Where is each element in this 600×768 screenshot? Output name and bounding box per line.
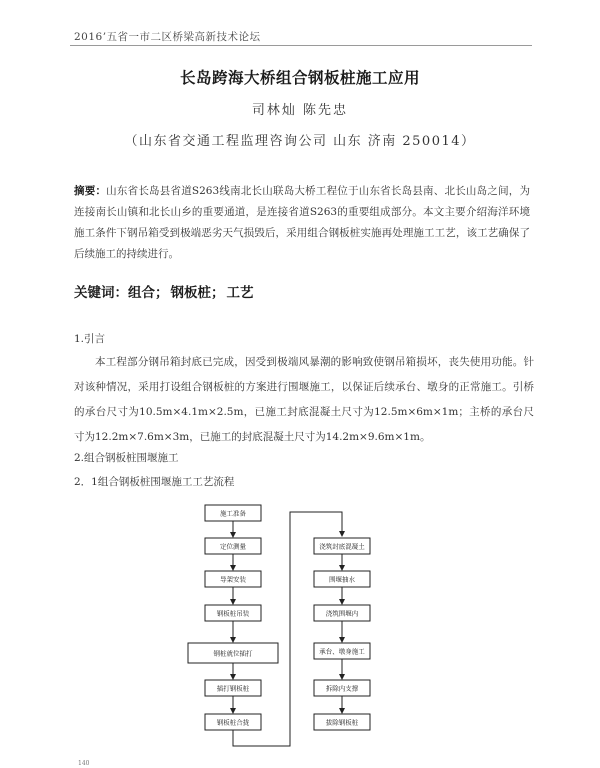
flow-step-label: 围堰抽水 [329,575,355,584]
keyword: 工艺 [226,285,254,301]
flow-step-label: 拔除钢板桩 [325,718,359,727]
flow-step-label: 浇筑封底混凝土 [319,542,365,551]
flow-step-label: 插打钢板桩 [216,684,250,693]
flow-step-label: 钢板桩吊装 [216,609,250,618]
flow-step-label: 施工准备 [220,509,246,518]
keywords-label: 关键词： [74,285,128,301]
paper-authors: 司林灿 陈先忠 [251,103,349,118]
flow-step-label: 浇筑围堰内 [325,609,359,618]
paper-affiliation: （山东省交通工程监理咨询公司 山东 济南 250014） [124,134,476,149]
running-header: 2016’五省一市二区桥梁高新技术论坛 [74,31,261,43]
abstract-text: 山东省长岛县省道S263线南北长山联岛大桥工程位于山东省长岛县南、北长山岛之间，为连接南长山镇和北长山乡的重要通道，是连接省道S263的重要组成部分。本文主要介绍海洋环境施工条件下钢吊箱受到极端恶劣天气损毁后，采用组合钢板桩实施再处理施工工艺，该工艺确保了后续施工的持续进行。 [74,185,531,260]
subsection-heading-process: 2．1组合钢板桩围堰施工工艺流程 [74,476,235,488]
paper-title: 长岛跨海大桥组合钢板桩施工应用 [179,69,420,87]
keyword: 钢板桩； [170,285,225,301]
section-heading-cofferdam: 2.组合钢板桩围堰施工 [74,452,179,464]
section-heading-intro: 1.引言 [74,333,106,345]
flow-step-label: 导架安装 [220,575,246,584]
page-number: 140 [78,760,90,767]
intro-paragraph: 本工程部分钢吊箱封底已完成，因受到极端风暴潮的影响致使钢吊箱损坏，丧失使用功能。针对该种情况，采用打设组合钢板桩的方案进行围堰施工，以保证后续承台、墩身的正常施工。引桥的承台尺寸为10.5m×4.1m×2.5m，已施工封底混凝土尺寸为12.5m×6m×1m；主桥的承台尺寸为12.2m×7.6m×3m，已施工的封底混凝土尺寸为14.2m×9.6m×1m。 [74,356,534,443]
flow-step-label: 钢桩就位插打 [213,649,253,658]
keyword: 组合； [128,285,169,301]
flow-step-label: 钢板桩合拢 [216,718,250,727]
flow-step-label: 承台、墩身施工 [319,647,365,656]
flow-step-label: 定位测量 [220,542,246,551]
abstract-label: 摘要： [74,185,107,197]
flow-step-label: 拆除内支撑 [325,684,359,693]
